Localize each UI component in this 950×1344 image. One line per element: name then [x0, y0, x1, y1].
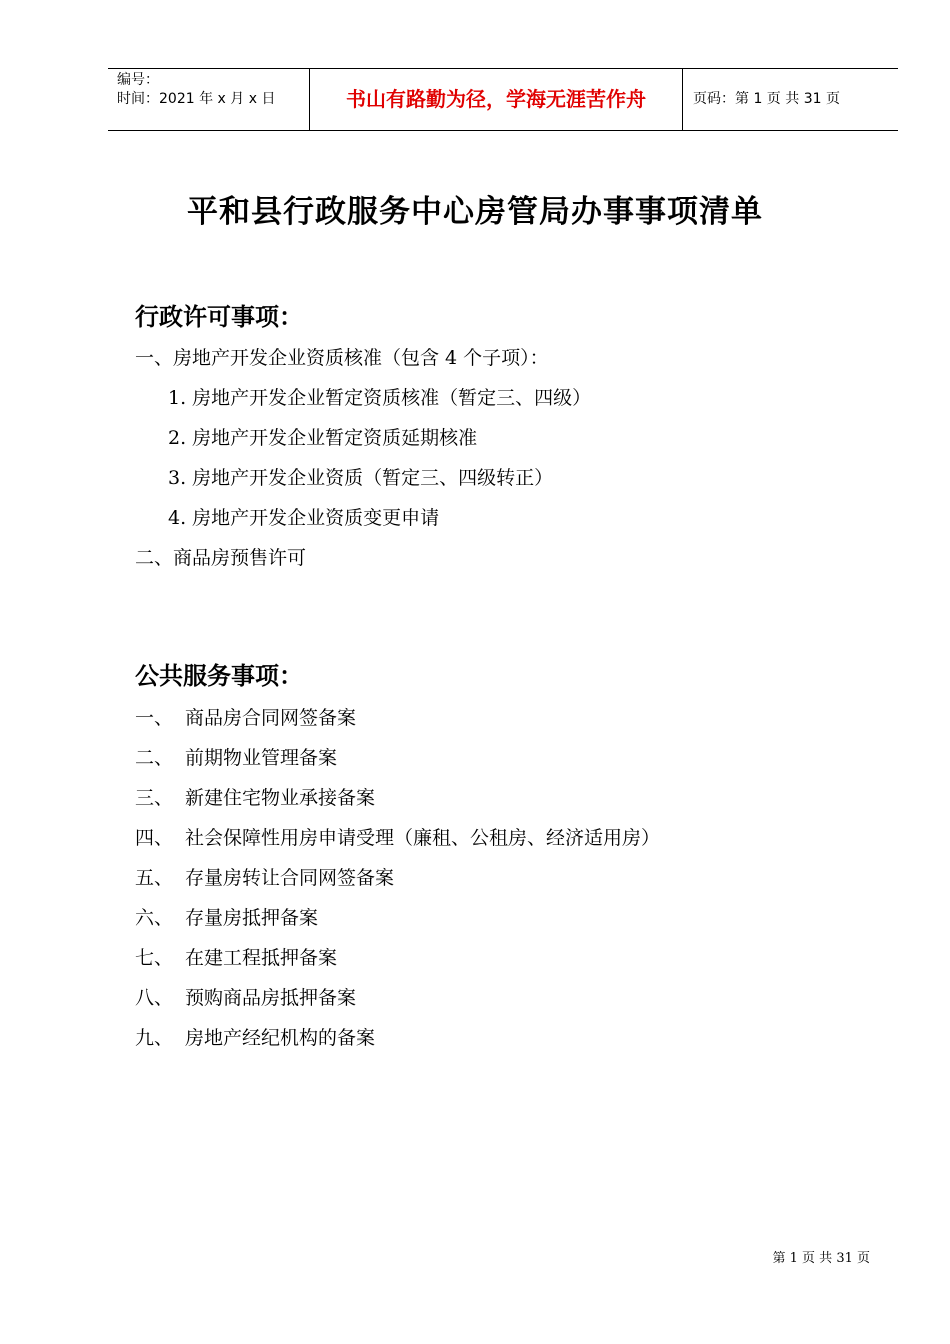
admin-subitem: 3. 房地产开发企业资质（暂定三、四级转正） — [168, 467, 554, 489]
public-item-text: 预购商品房抵押备案 — [185, 987, 357, 1009]
document-time-label: 时间：2021 年 x 月 x 日 — [117, 91, 276, 107]
admin-section-heading: 行政许可事项： — [135, 302, 303, 331]
public-item-number: 六、 — [135, 907, 174, 929]
admin-subitem: 4. 房地产开发企业资质变更申请 — [168, 507, 440, 529]
public-item-text: 存量房抵押备案 — [185, 907, 319, 929]
public-item-text: 房地产经纪机构的备案 — [185, 1027, 376, 1049]
document-number-label: 编号： — [117, 72, 159, 88]
document-title: 平和县行政服务中心房管局办事事项清单 — [187, 194, 763, 230]
footer-page-number: 第 1 页 共 31 页 — [772, 1251, 870, 1266]
public-item-number: 三、 — [135, 787, 174, 809]
public-item-text: 新建住宅物业承接备案 — [185, 787, 376, 809]
public-item-number: 八、 — [135, 987, 174, 1009]
header-motto: 书山有路勤为径，学海无涯苦作舟 — [309, 69, 683, 130]
public-item-text: 存量房转让合同网签备案 — [185, 867, 395, 889]
public-item-number: 二、 — [135, 747, 174, 769]
admin-subitem: 2. 房地产开发企业暂定资质延期核准 — [168, 427, 478, 449]
public-item-number: 五、 — [135, 867, 174, 889]
public-item-text: 前期物业管理备案 — [185, 747, 338, 769]
admin-item: 二、商品房预售许可 — [135, 547, 307, 569]
public-item-text: 商品房合同网签备案 — [185, 707, 357, 729]
public-section-heading: 公共服务事项： — [135, 661, 303, 690]
public-item-number: 九、 — [135, 1027, 174, 1049]
page-header — [108, 68, 898, 131]
admin-item: 一、房地产开发企业资质核准（包含 4 个子项）： — [135, 347, 549, 369]
public-item-number: 七、 — [135, 947, 174, 969]
header-meta — [108, 69, 310, 130]
public-item-number: 一、 — [135, 707, 174, 729]
public-item-text: 社会保障性用房申请受理（廉租、公租房、经济适用房） — [185, 827, 661, 849]
public-item-number: 四、 — [135, 827, 174, 849]
public-item-text: 在建工程抵押备案 — [185, 947, 338, 969]
admin-subitem: 1. 房地产开发企业暂定资质核准（暂定三、四级） — [168, 387, 592, 409]
header-page-number: 页码：第 1 页 共 31 页 — [693, 91, 840, 107]
